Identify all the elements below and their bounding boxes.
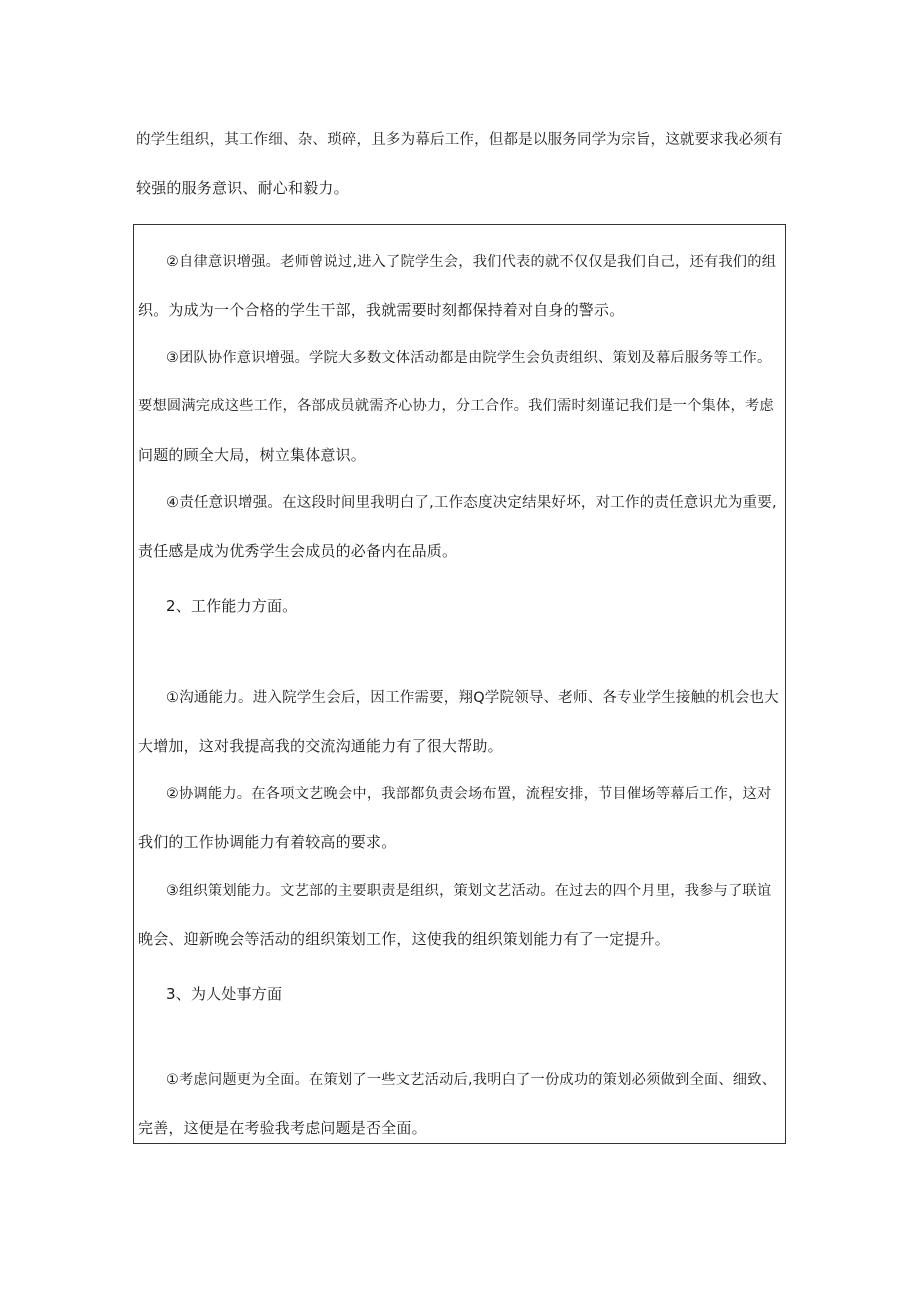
- paragraph-line: ②自律意识增强。老师曾说过,进入了院学生会，我们代表的就不仅仅是我们自己，还有我们的组: [166, 254, 777, 270]
- paragraph-line: ①沟通能力。进入院学生会后，因工作需要，翔Q学院领导、老师、各专业学生接触的机会也大: [166, 690, 779, 706]
- paragraph-line: 晚会、迎新晚会等活动的组织策划工作，这使我的组织策划能力有了一定提升。: [138, 930, 671, 948]
- paragraph-line: 问题的顾全大局，树立集体意识。: [138, 446, 367, 464]
- section-heading: 3、为人处事方面: [166, 985, 283, 1003]
- section-heading: 2、工作能力方面。: [166, 597, 298, 615]
- paragraph-line: ①考虑问题更为全面。在策划了一些文艺活动后,我明白了一份成功的策划必须做到全面、细致、: [166, 1072, 777, 1088]
- paragraph-line: ③组织策划能力。文艺部的主要职责是组织，策划文艺活动。在过去的四个月里，我参与了联谊: [166, 883, 772, 899]
- paragraph-line: 责任感是成为优秀学生会成员的必备内在品质。: [138, 542, 458, 560]
- paragraph-line: ③团队协作意识增强。学院大多数文体活动都是由院学生会负责组织、策划及幕后服务等工作。: [166, 350, 772, 366]
- intro-line-1: 的学生组织，其工作细、杂、琐碎，且多为幕后工作，但都是以服务同学为宗旨，这就要求我必须有: [136, 132, 783, 148]
- paragraph-line: 织。为成为一个合格的学生干部，我就需要时刻都保持着对自身的警示。: [138, 301, 625, 319]
- paragraph-line: ②协调能力。在各项文艺晚会中，我部都负责会场布置，流程安排，节目催场等幕后工作，这对: [166, 786, 772, 802]
- content-box: [133, 224, 786, 1144]
- intro-line-2: 较强的服务意识、耐心和毅力。: [136, 179, 349, 197]
- paragraph-line: 完善，这便是在考验我考虑问题是否全面。: [138, 1119, 427, 1137]
- paragraph-line: 大增加，这对我提高我的交流沟通能力有了很大帮助。: [138, 737, 503, 755]
- paragraph-line: 我们的工作协调能力有着较高的要求。: [138, 833, 397, 851]
- paragraph-line: 要想圆满完成这些工作，各部成员就需齐心协力，分工合作。我们需时刻谨记我们是一个集体，考虑: [138, 398, 774, 414]
- paragraph-line: ④责任意识增强。在这段时间里我明白了,工作态度决定结果好坏，对工作的责任意识尤为重要,: [166, 495, 777, 511]
